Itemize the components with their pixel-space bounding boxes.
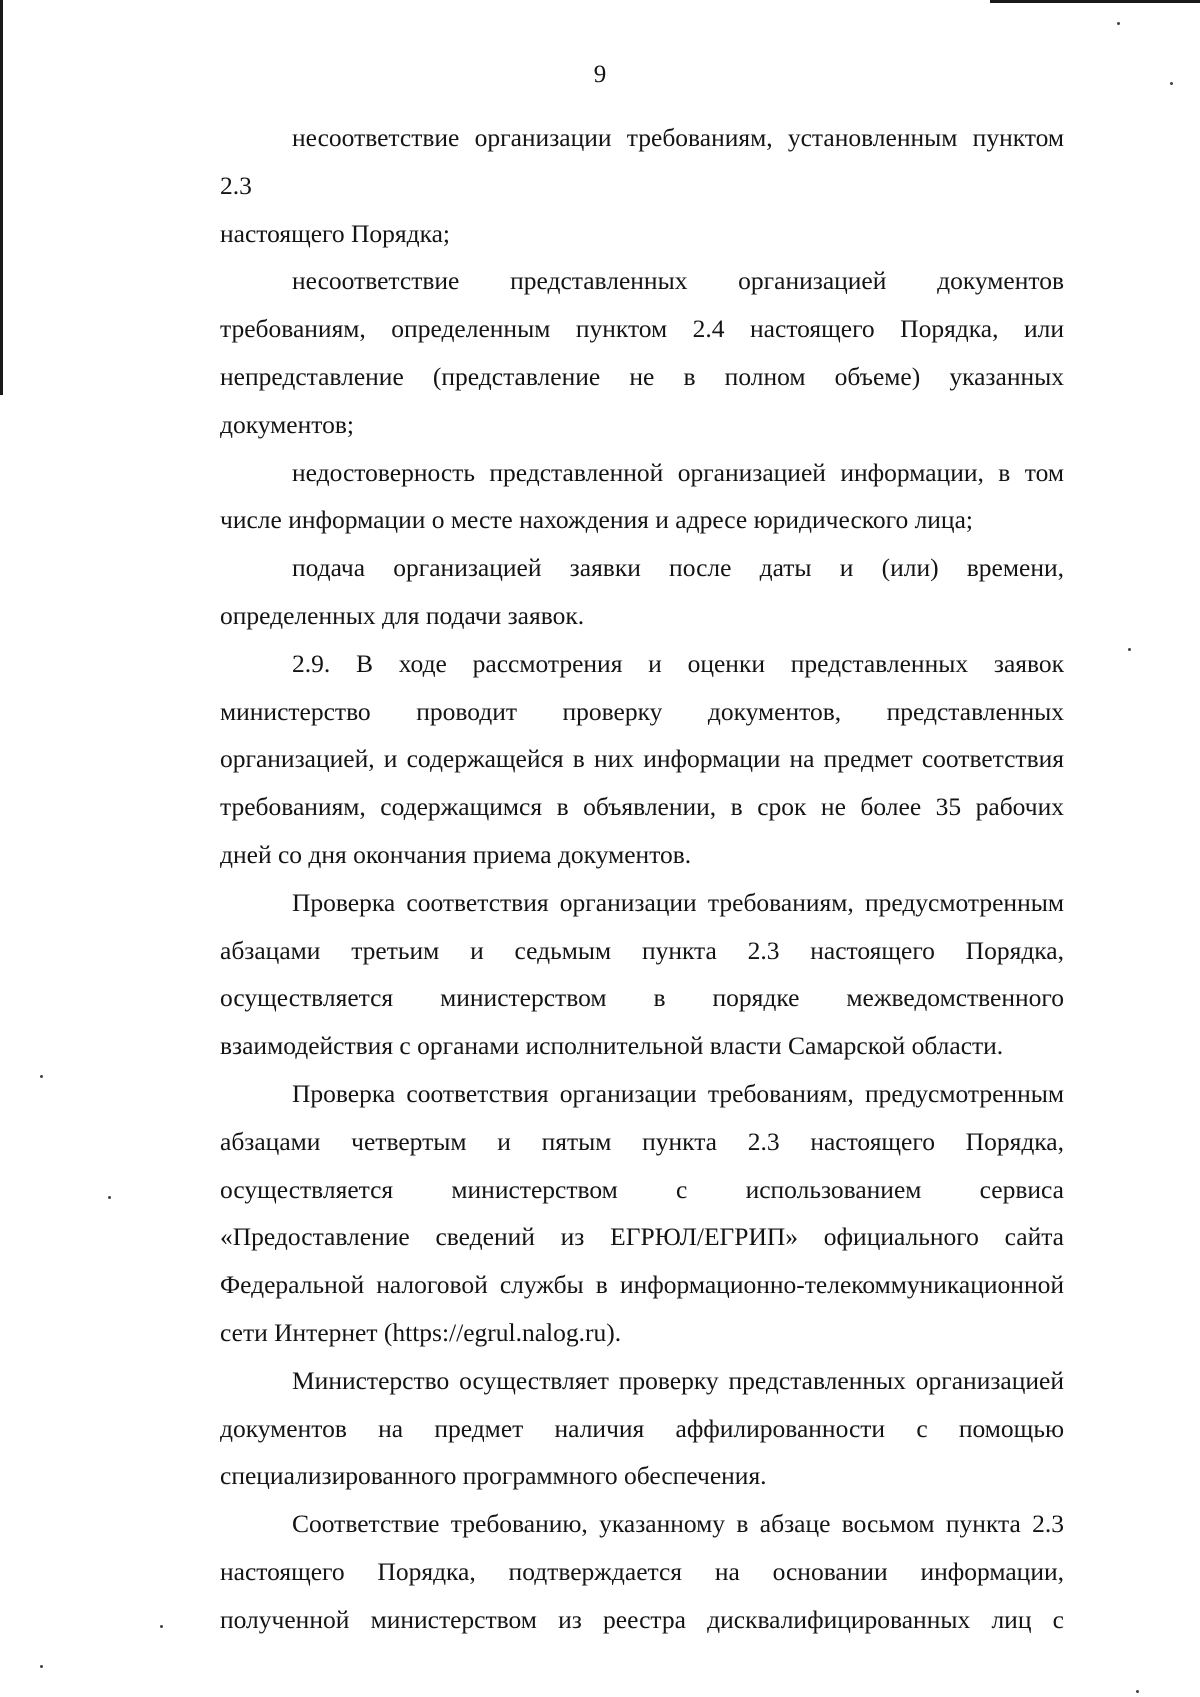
paragraph [148,1500,1064,1643]
text-line: осуществляется министерством в порядке межведомственного [220,983,1064,1013]
text-line: абзацами четвертым и пятым пункта 2.3 настоящего Порядка, [220,1126,1064,1156]
text-line: настоящего Порядка; [220,218,451,248]
paragraph [148,640,1064,879]
scan-speck [1136,1690,1139,1693]
text-line: министерство проводит проверку документов, представленных [220,696,1064,726]
text-line: абзацами третьим и седьмым пункта 2.3 настоящего Порядка, [220,935,1064,965]
text-line: требованиям, определенным пунктом 2.4 настоящего Порядка, или [220,314,1064,344]
text-line: взаимодействия с органами исполнительной власти Самарской области. [220,1031,1004,1061]
text-line: Проверка соответствия организации требованиям, предусмотренным [292,887,1064,917]
text-line: непредставление (представление не в полном объеме) указанных [220,361,1064,391]
text-line: несоответствие представленных организацией документов [292,266,1064,296]
text-line: Проверка соответствия организации требованиям, предусмотренным [292,1078,1064,1108]
body-text [148,114,1064,1644]
text-line: подача организацией заявки после даты и (или) времени, [292,553,1064,583]
paragraph [148,1357,1064,1500]
text-line: числе информации о месте нахождения и адресе юридического лица; [220,505,973,535]
text-line: настоящего Порядка, подтверждается на основании информации, [220,1556,1064,1586]
paragraph [148,879,1064,1070]
text-line: организацией, и содержащейся в них информации на предмет соответствия [220,744,1064,774]
text-line: дней со дня окончания приема документов. [220,839,692,869]
text-line: «Предоставление сведений из ЕГРЮЛ/ЕГРИП» официального сайта [220,1222,1064,1252]
text-line: несоответствие организации требованиям, установленным пунктом 2.3 [220,123,1064,200]
text-line: полученной министерством из реестра дисквалифицированных лиц с [220,1604,1064,1634]
scan-speck [40,1665,43,1668]
scan-speck [108,1196,111,1199]
text-line: сети Интернет (https://egrul.nalog.ru). [220,1317,622,1347]
text-line: определенных для подачи заявок. [220,600,585,630]
paragraph [148,449,1064,545]
paragraph [148,1070,1064,1357]
text-line: недостоверность представленной организацией информации, в том [292,457,1064,487]
scan-speck [1128,648,1131,651]
scan-speck [40,1075,43,1078]
paragraph [148,257,1064,448]
text-line: осуществляется министерством с использованием сервиса [220,1174,1064,1204]
text-line: Федеральной налоговой службы в информационно-телекоммуникационной [220,1270,1064,1300]
text-line: Соответствие требованию, указанному в абзаце восьмом пункта 2.3 [292,1509,1064,1539]
text-line: требованиям, содержащимся в объявлении, в срок не более 35 рабочих [220,792,1064,822]
paragraph [148,544,1064,640]
text-line: 2.9. В ходе рассмотрения и оценки представленных заявок [292,648,1064,678]
text-line: документов на предмет наличия аффилированности с помощью [220,1413,1064,1443]
text-line: специализированного программного обеспечения. [220,1461,767,1491]
text-line: документов; [220,409,354,439]
scan-speck [1117,22,1120,25]
scan-edge-top-right [990,0,1200,3]
text-line: Министерство осуществляет проверку представленных организацией [292,1365,1064,1395]
page-number: 9 [593,61,607,88]
paragraph [148,114,1064,257]
